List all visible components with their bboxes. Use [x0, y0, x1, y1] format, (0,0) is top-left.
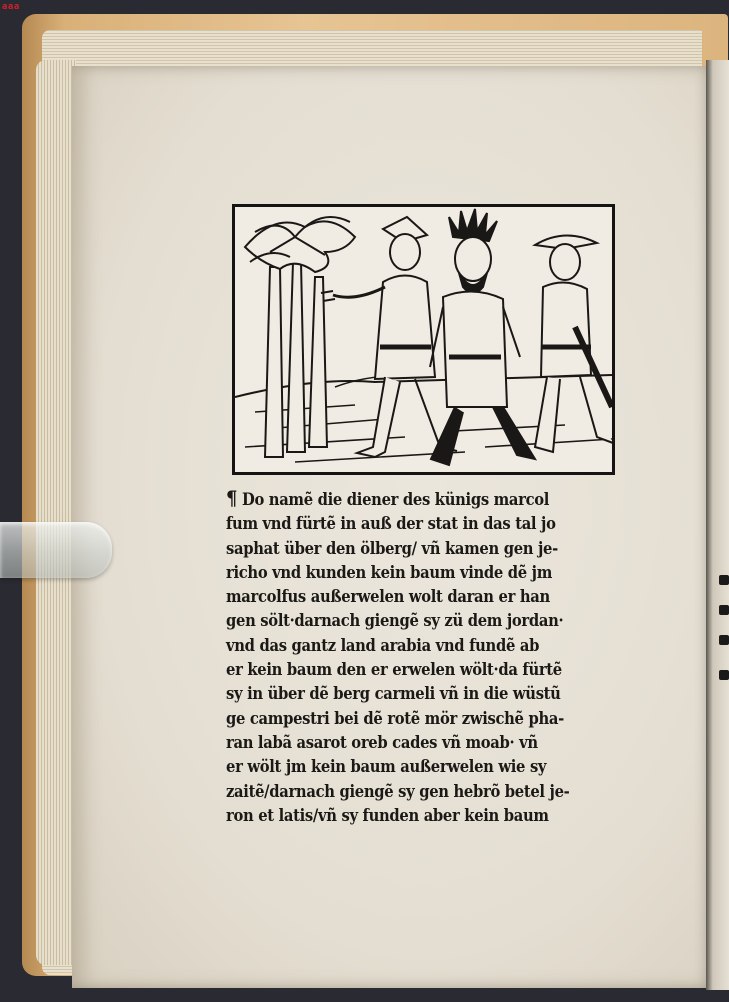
text-line-1 — [226, 486, 590, 512]
text-line-4: richo vnd kunden kein baum vinde dẽ jm — [226, 562, 553, 582]
text-line-6: gen sölt·darnach giengẽ sy zü dem jordan· — [226, 611, 564, 631]
text-fragment — [719, 605, 729, 615]
text-line-5: marcolfus außerwelen wolt daran er han — [226, 587, 550, 607]
woodcut-drawing — [235, 207, 612, 472]
text-fragment — [719, 575, 729, 585]
text-line-14: ron et latis/vñ sy funden aber kein baum — [226, 805, 549, 825]
text-line-7: vnd das gantz land arabia vnd fundẽ ab — [226, 635, 540, 655]
body-text — [226, 486, 630, 828]
text-line-8: er kein baum den er erwelen wölt·da fürtẽ — [226, 660, 562, 680]
red-library-stamp: aaa — [2, 2, 20, 12]
page-holder-clip — [0, 522, 112, 578]
woodcut-illustration — [232, 204, 615, 475]
text-line-12: er wölt jm kein baum außerwelen wie sy — [226, 757, 547, 777]
text-line-1-content: Do namẽ die diener des künigs marcol — [241, 490, 550, 509]
text-line-13: zaitẽ/darnach giengẽ sy gen hebrõ betel je- — [226, 781, 570, 801]
text-line-3: saphat über den ölberg/ vñ kamen gen je- — [226, 538, 558, 558]
text-fragment — [719, 635, 729, 645]
page-stack — [36, 60, 76, 965]
pilcrow-mark: ¶ — [226, 486, 238, 510]
text-fragment — [719, 670, 729, 680]
text-line-10: ge campestri bei dẽ rotẽ mör zwischẽ pha- — [226, 708, 564, 728]
adjacent-page-edge — [706, 60, 729, 990]
text-line-2: fum vnd fürtẽ in auß der stat in das tal jo — [226, 514, 556, 534]
text-line-11: ran labã asarot oreb cades vñ moab· vñ — [226, 732, 538, 752]
text-line-9: sy in über dẽ berg carmeli vñ in die wüstũ — [226, 684, 561, 704]
